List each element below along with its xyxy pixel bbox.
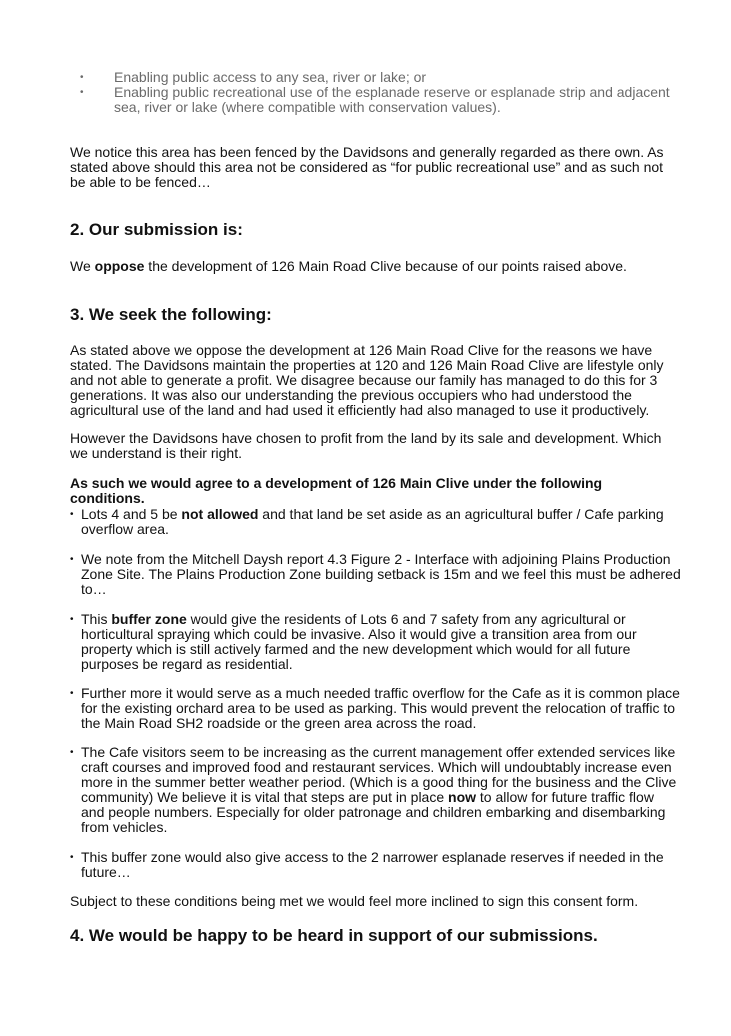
condition-item: • The Cafe visitors seem to be increasing as the current management offer extended services like craft courses and improved food and restaurant services. Which will undoubtably increase even more in the summer better weather period. (Which is a good thing for the business and the Clive community) We believe it is vital that steps are put in place now to allow for future traffic flow and people numbers. Especially for older patronage and children embarking and disembarking from vehicles. xyxy=(70,744,677,835)
fencing-notice-paragraph: We notice this area has been fenced by the Davidsons and generally regarded as there own. As stated above should this area not be considered as “for public recreational use” and as such not be able to be fenced… xyxy=(70,144,664,190)
conditions-heading: As such we would agree to a development of 126 Main Clive under the following conditions. xyxy=(70,475,603,506)
opposition-paragraph: As stated above we oppose the development at 126 Main Road Clive for the reasons we have stated. The Davidsons maintain the properties at 120 and 126 Main Road Clive are lifestyle only and not able to generate a profit. We disagree because our family has managed to do this for 3 generations. It was also our understanding the previous occupiers who had understood the agricultural use of the land and had used it efficiently had also managed to use it productively. xyxy=(70,342,664,418)
condition-item: • This buffer zone would give the residents of Lots 6 and 7 safety from any agricultural or horticultural spraying which could be invasive. Also it would give a transition area from our property which is still actively farmed and the new development which would for all future purposes be regard as residential. xyxy=(70,611,637,672)
bullet-icon: • xyxy=(70,509,74,520)
bullet-icon: • xyxy=(70,614,74,625)
submission-paragraph: We oppose the development of 126 Main Road Clive because of our points raised above. xyxy=(70,258,627,274)
bullet-icon: • xyxy=(70,747,74,758)
bullet-icon: • xyxy=(80,87,84,98)
profit-paragraph: However the Davidsons have chosen to profit from the land by its sale and development. Which we understand is their right. xyxy=(70,430,662,461)
condition-item: • This buffer zone would also give access to the 2 narrower esplanade reserves if needed in the future… xyxy=(70,849,664,880)
section-4-heading: 4. We would be happy to be heard in support of our submissions. xyxy=(70,926,598,945)
bullet-icon: • xyxy=(70,852,74,863)
list-item: • Enabling public access to any sea, river or lake; or xyxy=(80,69,427,85)
condition-item: • We note from the Mitchell Daysh report 4.3 Figure 2 - Interface with adjoining Plains Production Zone Site. The Plains Production Zone building setback is 15m and we feel this must be adhered to… xyxy=(70,551,681,597)
section-2-heading: 2. Our submission is: xyxy=(70,220,243,239)
bullet-icon: • xyxy=(70,688,74,699)
section-3-heading: 3. We seek the following: xyxy=(70,305,272,324)
condition-item: • Lots 4 and 5 be not allowed and that land be set aside as an agricultural buffer / Cafe parking overflow area. xyxy=(70,506,664,537)
condition-item: • Further more it would serve as a much needed traffic overflow for the Cafe as it is common place for the existing orchard area to be used as parking. This would prevent the relocation of traffic to the Main Road SH2 roadside or the green area across the road. xyxy=(70,685,680,731)
esplanade-purpose-list xyxy=(80,70,670,115)
list-item: • Enabling public recreational use of the esplanade reserve or esplanade strip and adjacent sea, river or lake (where compatible with conservation values). xyxy=(80,84,670,115)
closing-paragraph: Subject to these conditions being met we would feel more inclined to sign this consent form. xyxy=(70,893,639,909)
bullet-icon: • xyxy=(70,554,74,565)
bullet-icon: • xyxy=(80,72,84,83)
